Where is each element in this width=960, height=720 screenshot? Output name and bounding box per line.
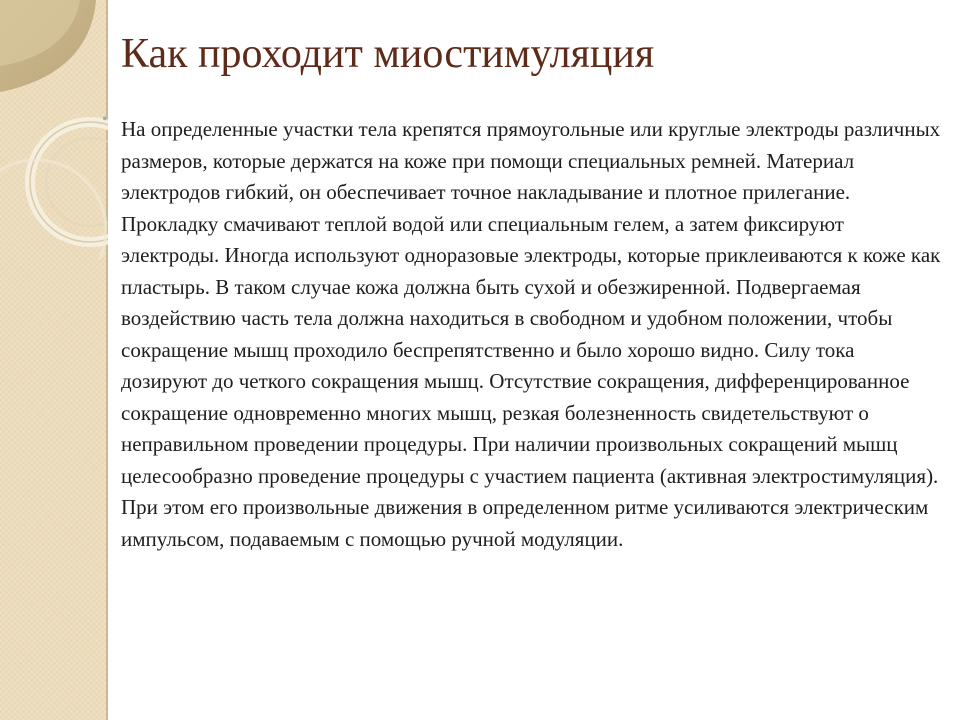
decorative-rings-icon <box>0 0 108 260</box>
page-title: Как проходит миостимуляция <box>121 31 655 77</box>
bullet-icon: • <box>102 111 108 128</box>
body-paragraph: На определенные участки тела крепятся прямоугольные или круглые электроды различных размеров, которые держатся на коже при помощи специальных ремней. Материал электродов гибкий, он обеспечивает точное накладывание и плотное прилегание. Прокладку смачивают теплой водой или специальным гелем, а затем фиксируют электроды. Иногда используют одноразовые электроды, которые приклеиваются к коже как пластырь. В таком случае кожа должна быть сухой и обезжиренной. Подвергаемая воздействию часть тела должна находиться в свободном и удобном положении, чтобы сокращение мышц проходило беспрепятственно и было хорошо видно. Силу тока дозируют до четкого сокращения мышц. Отсутствие сокращения, дифференцированное сокращение одновременно многих мышц, резкая болезненность свидетельствуют о неправильном проведении процедуры. При наличии произвольных сокращений мышц целесообразно проведение процедуры с участием пациента (активная электростимуляция). При этом его произвольные движения в определенном ритме усиливаются электрическим импульсом, подаваемым с помощью ручной модуляции. <box>121 117 941 551</box>
